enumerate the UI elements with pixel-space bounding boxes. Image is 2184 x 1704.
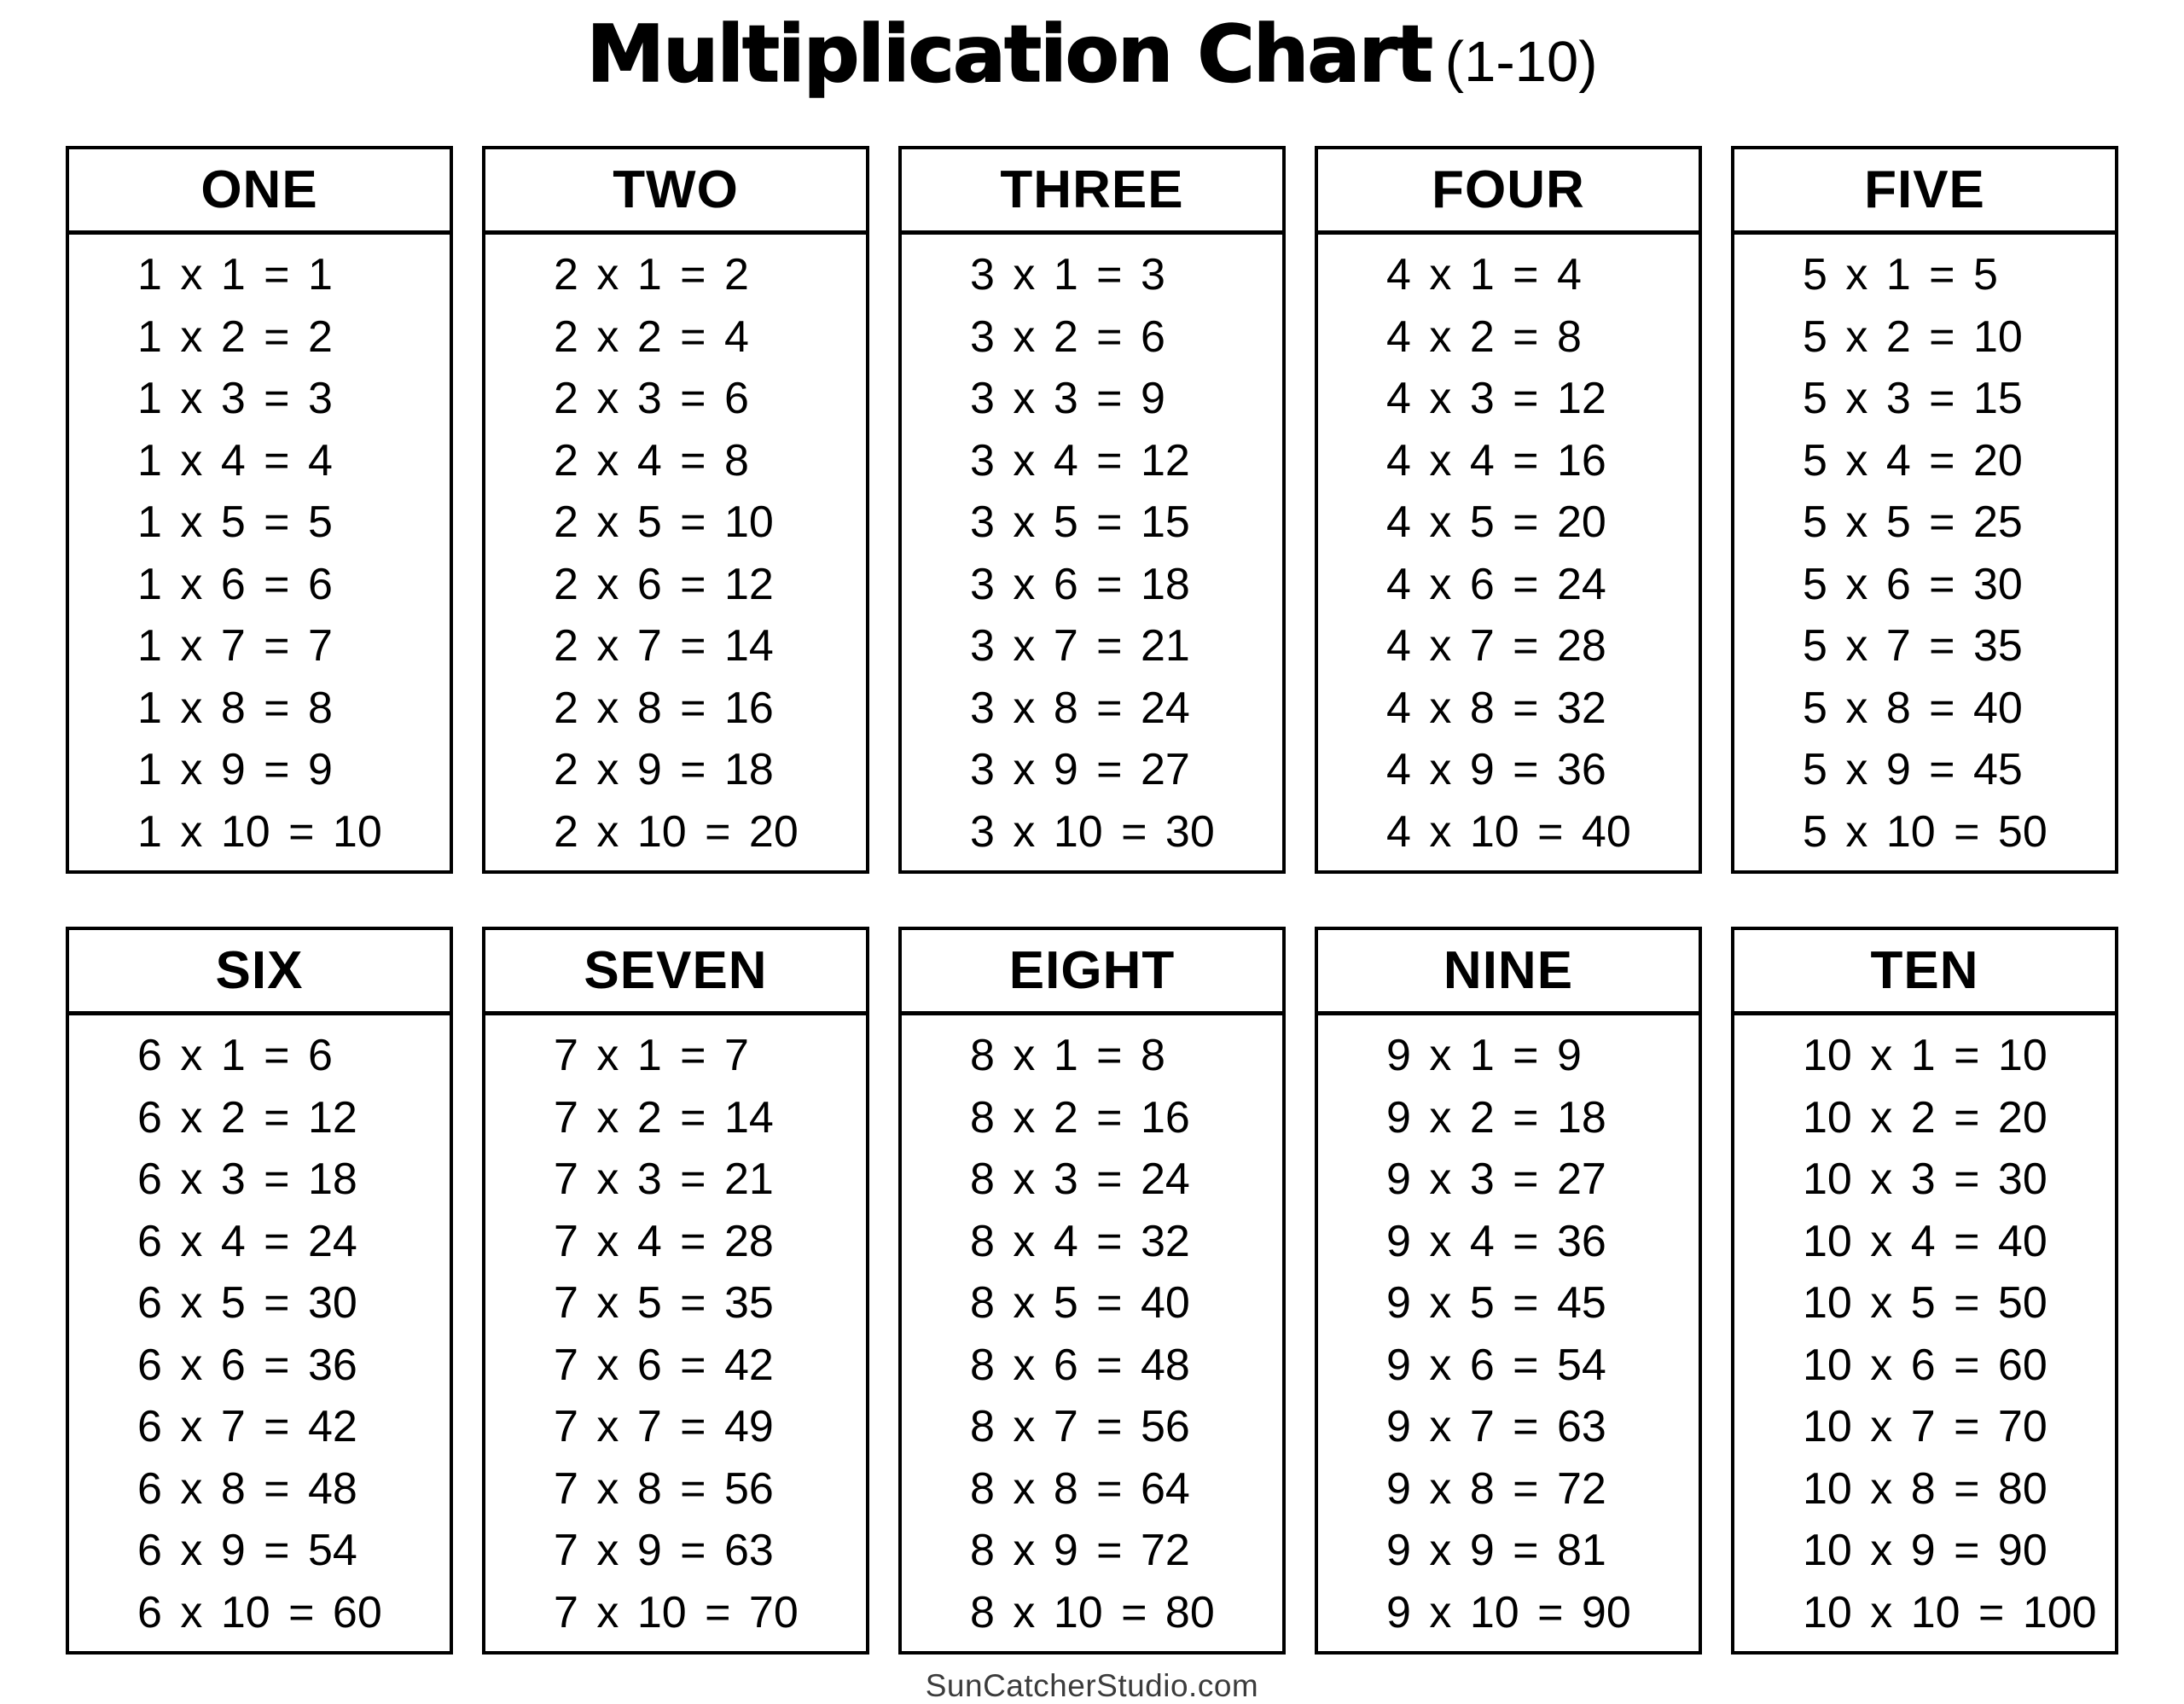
footer-credit: SunCatcherStudio.com bbox=[925, 1668, 1259, 1703]
fact-row: 10 x 9 = 90 bbox=[1803, 1526, 2048, 1575]
fact-row: 8 x 3 = 24 bbox=[970, 1154, 1190, 1204]
times-tables-grid bbox=[66, 146, 2118, 1655]
fact-row: 1 x 1 = 1 bbox=[137, 250, 333, 300]
times-table-facts bbox=[902, 1015, 1282, 1651]
times-table-title: THREE bbox=[902, 149, 1282, 235]
fact-row: 3 x 5 = 15 bbox=[970, 497, 1190, 547]
fact-row: 6 x 9 = 54 bbox=[137, 1526, 357, 1575]
fact-row: 8 x 5 = 40 bbox=[970, 1278, 1190, 1328]
page-title bbox=[0, 9, 2184, 124]
fact-row: 10 x 2 = 20 bbox=[1803, 1092, 2048, 1143]
fact-row: 4 x 2 = 8 bbox=[1386, 311, 1582, 362]
fact-row: 1 x 7 = 7 bbox=[137, 621, 333, 671]
fact-row: 5 x 6 = 30 bbox=[1803, 559, 2023, 609]
times-table-facts bbox=[1318, 235, 1699, 870]
fact-row: 6 x 7 = 42 bbox=[137, 1402, 357, 1451]
fact-row: 9 x 8 = 72 bbox=[1386, 1463, 1606, 1514]
times-table-facts bbox=[1734, 235, 2115, 870]
fact-row: 4 x 3 = 12 bbox=[1386, 374, 1606, 423]
fact-row: 6 x 4 = 24 bbox=[137, 1216, 357, 1266]
times-table-title: SIX bbox=[69, 930, 450, 1015]
fact-row: 2 x 6 = 12 bbox=[554, 559, 774, 609]
times-table-facts bbox=[485, 235, 866, 870]
fact-row: 10 x 8 = 80 bbox=[1803, 1463, 2048, 1514]
fact-row: 6 x 6 = 36 bbox=[137, 1340, 357, 1390]
fact-row: 5 x 3 = 15 bbox=[1803, 374, 2023, 423]
fact-row: 1 x 10 = 10 bbox=[137, 806, 382, 857]
times-table-card-two bbox=[482, 146, 869, 874]
fact-row: 9 x 9 = 81 bbox=[1386, 1526, 1606, 1575]
fact-row: 9 x 3 = 27 bbox=[1386, 1154, 1606, 1204]
fact-row: 10 x 10 = 100 bbox=[1803, 1587, 2097, 1637]
fact-row: 5 x 9 = 45 bbox=[1803, 745, 2023, 794]
times-table-facts bbox=[1734, 1015, 2115, 1651]
fact-row: 1 x 8 = 8 bbox=[137, 683, 333, 733]
times-table-card-four bbox=[1315, 146, 1702, 874]
times-table-title: NINE bbox=[1318, 930, 1699, 1015]
times-table-facts bbox=[69, 1015, 450, 1651]
fact-row: 10 x 5 = 50 bbox=[1803, 1278, 2048, 1328]
fact-row: 3 x 1 = 3 bbox=[970, 250, 1165, 300]
fact-row: 7 x 6 = 42 bbox=[554, 1340, 774, 1390]
fact-row: 1 x 4 = 4 bbox=[137, 435, 333, 486]
fact-row: 4 x 9 = 36 bbox=[1386, 745, 1606, 794]
fact-row: 2 x 7 = 14 bbox=[554, 621, 774, 671]
times-table-card-ten bbox=[1731, 927, 2118, 1655]
fact-row: 1 x 9 = 9 bbox=[137, 745, 333, 794]
page-title-range: (1-10) bbox=[1444, 30, 1598, 94]
fact-row: 3 x 3 = 9 bbox=[970, 374, 1165, 423]
fact-row: 4 x 5 = 20 bbox=[1386, 497, 1606, 547]
fact-row: 9 x 2 = 18 bbox=[1386, 1092, 1606, 1143]
times-table-title: EIGHT bbox=[902, 930, 1282, 1015]
fact-row: 4 x 7 = 28 bbox=[1386, 621, 1606, 671]
times-table-title: SEVEN bbox=[485, 930, 866, 1015]
times-table-facts bbox=[1318, 1015, 1699, 1651]
times-table-title: ONE bbox=[69, 149, 450, 235]
fact-row: 8 x 10 = 80 bbox=[970, 1587, 1215, 1637]
fact-row: 8 x 8 = 64 bbox=[970, 1463, 1190, 1514]
times-table-title: FIVE bbox=[1734, 149, 2115, 235]
fact-row: 9 x 5 = 45 bbox=[1386, 1278, 1606, 1328]
fact-row: 1 x 6 = 6 bbox=[137, 559, 333, 609]
fact-row: 3 x 10 = 30 bbox=[970, 806, 1215, 857]
fact-row: 6 x 5 = 30 bbox=[137, 1278, 357, 1328]
times-table-card-five bbox=[1731, 146, 2118, 874]
fact-row: 8 x 6 = 48 bbox=[970, 1340, 1190, 1390]
fact-row: 5 x 1 = 5 bbox=[1803, 250, 1998, 300]
fact-row: 7 x 10 = 70 bbox=[554, 1587, 799, 1637]
fact-row: 10 x 7 = 70 bbox=[1803, 1402, 2048, 1451]
times-table-card-eight bbox=[898, 927, 1286, 1655]
fact-row: 8 x 9 = 72 bbox=[970, 1526, 1190, 1575]
times-table-facts bbox=[485, 1015, 866, 1651]
times-table-title: TWO bbox=[485, 149, 866, 235]
times-table-facts bbox=[69, 235, 450, 870]
times-table-title: TEN bbox=[1734, 930, 2115, 1015]
fact-row: 3 x 7 = 21 bbox=[970, 621, 1190, 671]
page-title-text: Multiplication Chart bbox=[586, 9, 1432, 100]
fact-row: 3 x 4 = 12 bbox=[970, 435, 1190, 486]
fact-row: 7 x 8 = 56 bbox=[554, 1463, 774, 1514]
fact-row: 6 x 2 = 12 bbox=[137, 1092, 357, 1143]
fact-row: 4 x 8 = 32 bbox=[1386, 683, 1606, 733]
fact-row: 7 x 9 = 63 bbox=[554, 1526, 774, 1575]
times-table-card-nine bbox=[1315, 927, 1702, 1655]
fact-row: 7 x 3 = 21 bbox=[554, 1154, 774, 1204]
fact-row: 1 x 5 = 5 bbox=[137, 497, 333, 547]
fact-row: 4 x 4 = 16 bbox=[1386, 435, 1606, 486]
fact-row: 6 x 8 = 48 bbox=[137, 1463, 357, 1514]
fact-row: 8 x 4 = 32 bbox=[970, 1216, 1190, 1266]
fact-row: 2 x 5 = 10 bbox=[554, 497, 774, 547]
fact-row: 9 x 4 = 36 bbox=[1386, 1216, 1606, 1266]
fact-row: 10 x 3 = 30 bbox=[1803, 1154, 2048, 1204]
fact-row: 4 x 1 = 4 bbox=[1386, 250, 1582, 300]
fact-row: 7 x 1 = 7 bbox=[554, 1031, 749, 1080]
fact-row: 10 x 4 = 40 bbox=[1803, 1216, 2048, 1266]
fact-row: 5 x 2 = 10 bbox=[1803, 311, 2023, 362]
fact-row: 6 x 3 = 18 bbox=[137, 1154, 357, 1204]
fact-row: 9 x 10 = 90 bbox=[1386, 1587, 1631, 1637]
fact-row: 4 x 10 = 40 bbox=[1386, 806, 1631, 857]
times-table-card-seven bbox=[482, 927, 869, 1655]
fact-row: 6 x 1 = 6 bbox=[137, 1031, 333, 1080]
fact-row: 5 x 10 = 50 bbox=[1803, 806, 2048, 857]
fact-row: 5 x 5 = 25 bbox=[1803, 497, 2023, 547]
times-table-card-six bbox=[66, 927, 453, 1655]
fact-row: 3 x 9 = 27 bbox=[970, 745, 1190, 794]
fact-row: 5 x 7 = 35 bbox=[1803, 621, 2023, 671]
fact-row: 5 x 8 = 40 bbox=[1803, 683, 2023, 733]
fact-row: 8 x 1 = 8 bbox=[970, 1031, 1165, 1080]
fact-row: 2 x 4 = 8 bbox=[554, 435, 749, 486]
fact-row: 1 x 2 = 2 bbox=[137, 311, 333, 362]
fact-row: 2 x 10 = 20 bbox=[554, 806, 799, 857]
fact-row: 3 x 8 = 24 bbox=[970, 683, 1190, 733]
times-table-card-one bbox=[66, 146, 453, 874]
times-table-card-three bbox=[898, 146, 1286, 874]
fact-row: 4 x 6 = 24 bbox=[1386, 559, 1606, 609]
fact-row: 7 x 2 = 14 bbox=[554, 1092, 774, 1143]
times-table-facts bbox=[902, 235, 1282, 870]
fact-row: 7 x 7 = 49 bbox=[554, 1402, 774, 1451]
fact-row: 3 x 2 = 6 bbox=[970, 311, 1165, 362]
fact-row: 10 x 6 = 60 bbox=[1803, 1340, 2048, 1390]
fact-row: 2 x 1 = 2 bbox=[554, 250, 749, 300]
fact-row: 2 x 8 = 16 bbox=[554, 683, 774, 733]
fact-row: 2 x 2 = 4 bbox=[554, 311, 749, 362]
fact-row: 8 x 2 = 16 bbox=[970, 1092, 1190, 1143]
fact-row: 3 x 6 = 18 bbox=[970, 559, 1190, 609]
fact-row: 9 x 7 = 63 bbox=[1386, 1402, 1606, 1451]
fact-row: 6 x 10 = 60 bbox=[137, 1587, 382, 1637]
fact-row: 10 x 1 = 10 bbox=[1803, 1031, 2048, 1080]
fact-row: 9 x 1 = 9 bbox=[1386, 1031, 1582, 1080]
fact-row: 2 x 9 = 18 bbox=[554, 745, 774, 794]
fact-row: 9 x 6 = 54 bbox=[1386, 1340, 1606, 1390]
fact-row: 1 x 3 = 3 bbox=[137, 374, 333, 423]
fact-row: 7 x 4 = 28 bbox=[554, 1216, 774, 1266]
fact-row: 8 x 7 = 56 bbox=[970, 1402, 1190, 1451]
fact-row: 2 x 3 = 6 bbox=[554, 374, 749, 423]
fact-row: 7 x 5 = 35 bbox=[554, 1278, 774, 1328]
times-table-title: FOUR bbox=[1318, 149, 1699, 235]
fact-row: 5 x 4 = 20 bbox=[1803, 435, 2023, 486]
